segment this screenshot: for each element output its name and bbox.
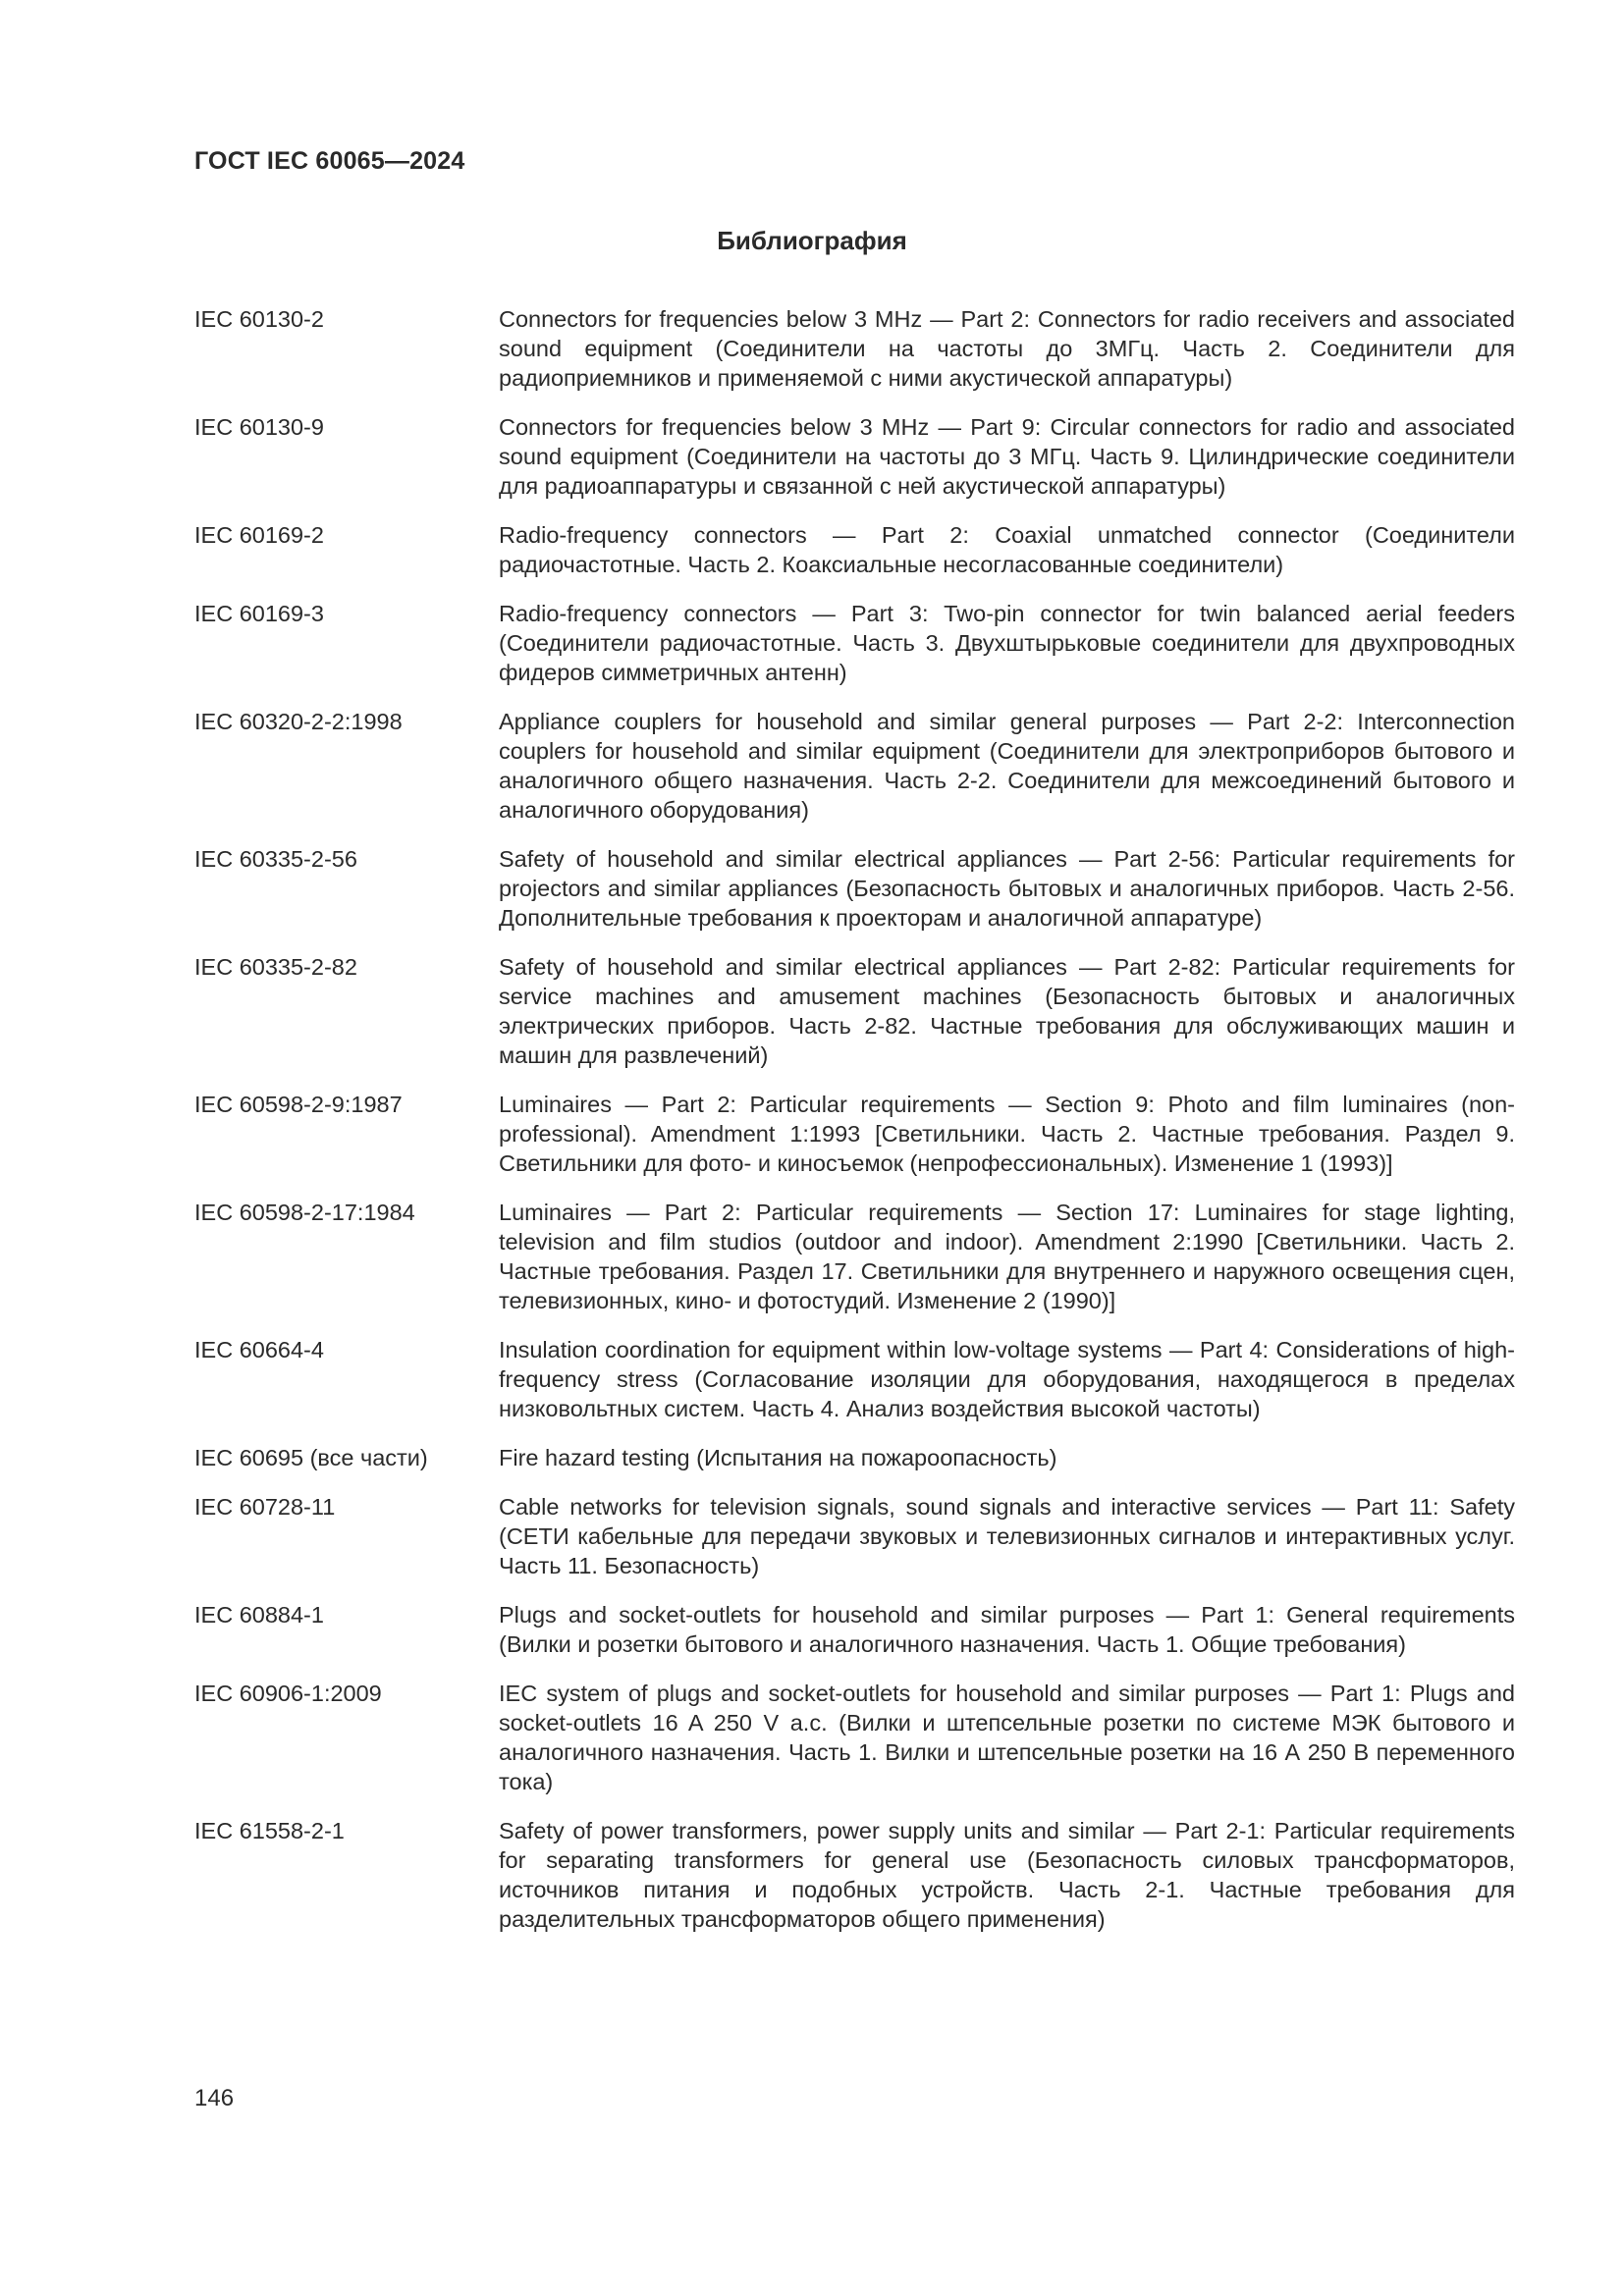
entry-code: IEC 61558-2-1: [194, 1818, 345, 1843]
bibliography-entry: [194, 1816, 1515, 1934]
section-title: Библиография: [717, 226, 907, 255]
bibliography-entry: [194, 1600, 1515, 1659]
bibliography-entry: [194, 304, 1515, 393]
document-code: ГОСТ IEC 60065—2024: [194, 147, 465, 175]
bibliography-entry: [194, 1198, 1515, 1315]
entry-title: IEC system of plugs and socket-outlets for household and similar purposes — Part 1: Plugs and socket-outlets 16 A 250 V a.c. (Вилки и штепсельные розетки по системе МЭК бытового и аналогичного назначения. Часть 1. Вилки и штепсельные розетки на 16 А 250 В переменного тока): [499, 1681, 1515, 1794]
entry-code: IEC 60598-2-9:1987: [194, 1092, 403, 1117]
entry-title: Insulation coordination for equipment within low-voltage systems — Part 4: Considerations of high-frequency stress (Согласование изоляции для оборудования, находящегося в пределах низковольтных систем. Часть 4. Анализ воздействия высокой частоты): [499, 1337, 1515, 1421]
entry-code: IEC 60335-2-82: [194, 954, 357, 980]
entry-title: Luminaires — Part 2: Particular requirements — Section 9: Photo and film luminaires (non-professional). Amendment 1:1993 [Светильники. Часть 2. Частные требования. Раздел 9. Светильники для фото- и киносъемок (непрофессиональных). Изменение 1 (1993)]: [499, 1092, 1515, 1176]
entry-code: IEC 60598-2-17:1984: [194, 1200, 415, 1225]
bibliography-entry: [194, 1335, 1515, 1423]
entry-code: IEC 60320-2-2:1998: [194, 709, 403, 734]
entry-title: Radio-frequency connectors — Part 2: Coaxial unmatched connector (Соединители радиочастотные. Часть 2. Коаксиальные несогласованные соединители): [499, 522, 1515, 577]
entry-code: IEC 60130-2: [194, 306, 324, 332]
entry-title: Connectors for frequencies below 3 MHz — Part 9: Circular connectors for radio and associated sound equipment (Соединители на частоты до 3 МГц. Часть 9. Цилиндрические соединители для радиоаппаратуры и связанной с ней акустической аппаратуры): [499, 414, 1515, 499]
bibliography-entry: [194, 1090, 1515, 1178]
entry-title: Radio-frequency connectors — Part 3: Two-pin connector for twin balanced aerial feeders (Соединители радиочастотные. Часть 3. Двухштырьковые соединители для двухпроводных фидеров симметричных антенн): [499, 601, 1515, 685]
bibliography-entry: [194, 412, 1515, 501]
entry-title: Safety of power transformers, power supply units and similar — Part 2-1: Particular requirements for separating transformers for general use (Безопасность силовых трансформаторов, источников питания и подобных устройств. Часть 2-1. Частные требования для разделительных трансформаторов общего применения): [499, 1818, 1515, 1932]
bibliography-entry: [194, 599, 1515, 687]
bibliography-entry: [194, 1443, 1515, 1472]
bibliography-list: [194, 304, 1515, 1953]
entry-code: IEC 60884-1: [194, 1602, 324, 1628]
entry-code: IEC 60169-2: [194, 522, 324, 548]
entry-code: IEC 60664-4: [194, 1337, 324, 1362]
entry-title: Connectors for frequencies below 3 MHz — Part 2: Connectors for radio receivers and associated sound equipment (Соединители на частоты до 3МГц. Часть 2. Соединители для радиоприемников и применяемой с ними акустической аппаратуры): [499, 306, 1515, 391]
entry-code: IEC 60906-1:2009: [194, 1681, 382, 1706]
bibliography-entry: [194, 1492, 1515, 1580]
entry-code: IEC 60695 (все части): [194, 1445, 428, 1470]
entry-code: IEC 60335-2-56: [194, 846, 357, 872]
bibliography-entry: [194, 520, 1515, 579]
entry-title: Luminaires — Part 2: Particular requirements — Section 17: Luminaires for stage lighting, television and film studios (outdoor and indoor). Amendment 2:1990 [Светильники. Часть 2. Частные требования. Раздел 17. Светильники для внутреннего и наружного освещения сцен, телевизионных, кино- и фотостудий. Изменение 2 (1990)]: [499, 1200, 1515, 1313]
entry-code: IEC 60169-3: [194, 601, 324, 626]
entry-code: IEC 60130-9: [194, 414, 324, 440]
entry-code: IEC 60728-11: [194, 1494, 336, 1520]
entry-title: Plugs and socket-outlets for household and similar purposes — Part 1: General requirements (Вилки и розетки бытового и аналогичного назначения. Часть 1. Общие требования): [499, 1602, 1515, 1657]
entry-title: Appliance couplers for household and similar general purposes — Part 2-2: Interconnection couplers for household and similar equipment (Соединители для электроприборов бытового и аналогичного общего назначения. Часть 2-2. Соединители для межсоединений бытового и аналогичного оборудования): [499, 709, 1515, 823]
bibliography-entry: [194, 707, 1515, 825]
entry-title: Safety of household and similar electrical appliances — Part 2-82: Particular requirements for service machines and amusement machines (Безопасность бытовых и аналогичных электрических приборов. Часть 2-82. Частные требования для обслуживающих машин и машин для развлечений): [499, 954, 1515, 1068]
bibliography-entry: [194, 844, 1515, 933]
entry-title: Safety of household and similar electrical appliances — Part 2-56: Particular requirements for projectors and similar appliances (Безопасность бытовых и аналогичных приборов. Часть 2-56. Дополнительные требования к проекторам и аналогичной аппаратуре): [499, 846, 1515, 931]
entry-title: Fire hazard testing (Испытания на пожароопасность): [499, 1445, 1057, 1470]
bibliography-entry: [194, 1679, 1515, 1796]
bibliography-entry: [194, 952, 1515, 1070]
page-number: 146: [194, 2085, 235, 2111]
entry-title: Cable networks for television signals, sound signals and interactive services — Part 11: Safety (СЕТИ кабельные для передачи звуковых и телевизионных сигналов и интерактивных услуг. Часть 11. Безопасность): [499, 1494, 1515, 1578]
